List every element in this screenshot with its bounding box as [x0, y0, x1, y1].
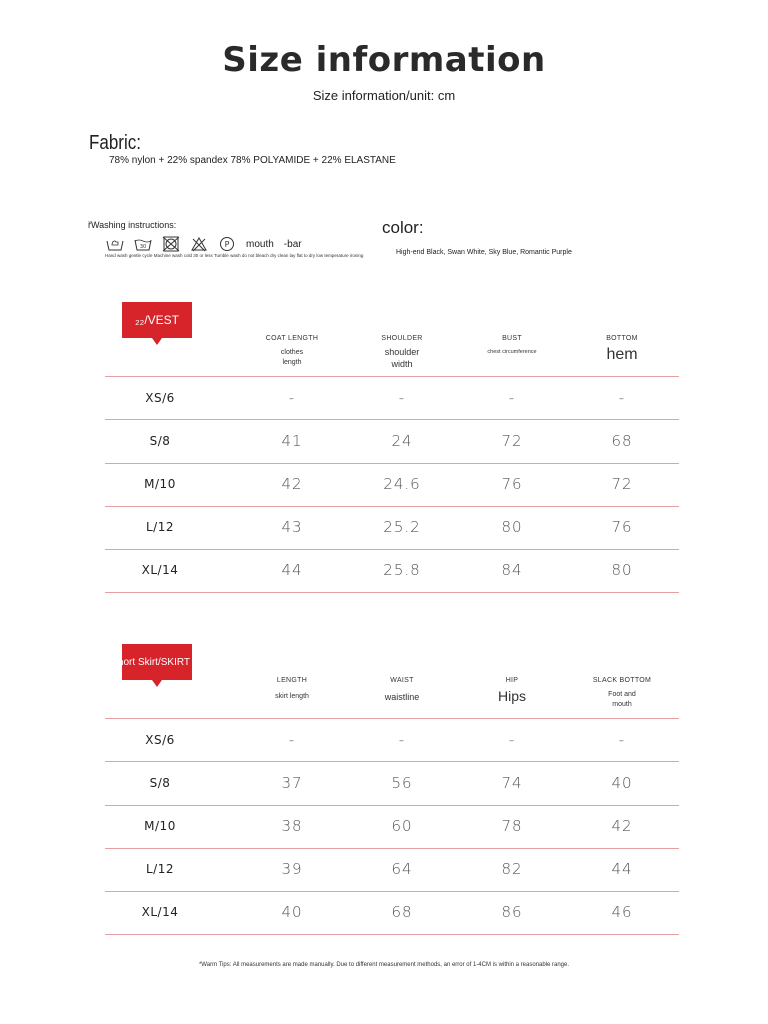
dry-clean-p-icon	[218, 236, 236, 252]
value-cell: 24.6	[383, 475, 421, 493]
value-cell: 44	[611, 860, 633, 878]
value-cell: -	[618, 731, 626, 749]
value-cell: 82	[501, 860, 523, 878]
washing-label: řWashing instructions:	[88, 220, 177, 230]
skirt-tag: Short Skirt/SKIRT	[122, 644, 192, 680]
svg-text:P: P	[224, 240, 230, 249]
size-cell: L/12	[146, 520, 174, 534]
value-cell: 80	[501, 518, 523, 536]
col-header: WAIST	[390, 677, 414, 684]
value-cell: 42	[281, 475, 303, 493]
vest-col-shoulder	[347, 335, 457, 370]
skirt-col-length	[237, 677, 347, 702]
value-cell: 72	[501, 432, 523, 450]
skirt-col-waist	[347, 677, 457, 702]
vest-col-coat-length	[237, 335, 347, 368]
size-cell: S/8	[149, 434, 171, 448]
col-subheader: Hips	[497, 688, 526, 704]
washing-extra-mouth: mouth	[246, 238, 274, 250]
col-header: SHOULDER	[381, 335, 423, 342]
value-cell: -	[618, 389, 626, 407]
table-row	[105, 549, 679, 592]
value-cell: 78	[501, 817, 523, 835]
value-cell: -	[398, 731, 406, 749]
washing-caption: Hand wash gentle cycle Machine wash cold 30 or less Tumble wash do not bleach dry clean lay flat to dry low temperature ironing	[105, 253, 364, 258]
table-row	[105, 848, 679, 891]
value-cell: -	[288, 731, 296, 749]
no-bleach-icon	[190, 236, 208, 252]
table-divider	[105, 592, 679, 593]
value-cell: 37	[281, 774, 303, 792]
value-cell: 74	[501, 774, 523, 792]
col-subheader: skirt length	[275, 693, 309, 700]
value-cell: 43	[281, 518, 303, 536]
col-subheader: hem	[606, 346, 638, 363]
value-cell: 40	[281, 903, 303, 921]
washing-icons	[106, 236, 302, 252]
value-cell: 38	[281, 817, 303, 835]
size-cell: S/8	[149, 776, 171, 790]
page-title: Size information	[222, 40, 546, 80]
value-cell: 72	[611, 475, 633, 493]
value-cell: -	[508, 389, 516, 407]
table-row	[105, 762, 679, 805]
value-cell: 25.8	[383, 561, 421, 579]
no-tumble-dry-icon	[162, 236, 180, 252]
value-cell: 39	[281, 860, 303, 878]
size-cell: M/10	[144, 477, 176, 491]
skirt-col-slack-bottom	[567, 677, 677, 710]
table-row	[105, 891, 679, 934]
col-header: HIP	[505, 677, 519, 684]
table-row	[105, 463, 679, 506]
color-label: color:	[382, 218, 424, 237]
col-subheader: chest circumference	[487, 349, 537, 355]
col-subheader: waistline	[384, 692, 420, 702]
size-cell: XS/6	[145, 391, 175, 405]
value-cell: 80	[611, 561, 633, 579]
table-row	[105, 420, 679, 463]
col-header: COAT LENGTH	[265, 335, 319, 342]
size-cell: L/12	[146, 862, 174, 876]
value-cell: 84	[501, 561, 523, 579]
col-subheader: shoulder width	[384, 347, 420, 369]
value-cell: 46	[611, 903, 633, 921]
value-cell: 42	[611, 817, 633, 835]
color-text: High-end Black, Swan White, Sky Blue, Romantic Purple	[396, 249, 572, 256]
col-subheader: clothes length	[280, 349, 304, 366]
page-subtitle: Size information/unit: cm	[312, 88, 456, 103]
value-cell: 76	[611, 518, 633, 536]
col-subheader: Foot and mouth	[608, 691, 636, 708]
value-cell: 68	[391, 903, 413, 921]
fabric-label: Fabric:	[89, 132, 141, 154]
value-cell: 24	[391, 432, 413, 450]
svg-text:30: 30	[139, 244, 147, 250]
col-header: BUST	[502, 335, 522, 342]
value-cell: 64	[391, 860, 413, 878]
size-cell: XL/14	[141, 563, 179, 577]
fabric-text: 78% nylon + 22% spandex 78% POLYAMIDE + 22% ELASTANE	[109, 155, 396, 166]
machine-wash-30-icon	[134, 236, 152, 252]
col-header: BOTTOM	[606, 335, 638, 342]
value-cell: -	[508, 731, 516, 749]
size-cell: XL/14	[141, 905, 179, 919]
value-cell: 44	[281, 561, 303, 579]
value-cell: 41	[281, 432, 303, 450]
vest-col-bust	[457, 335, 567, 357]
value-cell: 76	[501, 475, 523, 493]
warm-tips: *Warm Tips: All measurements are made manually. Due to different measurement methods, an error of 1-4CM is within a reasonable range.	[198, 962, 570, 968]
size-cell: M/10	[144, 819, 176, 833]
value-cell: 86	[501, 903, 523, 921]
skirt-col-hip	[457, 677, 567, 704]
value-cell: -	[288, 389, 296, 407]
table-divider	[105, 934, 679, 935]
table-row	[105, 805, 679, 848]
value-cell: 60	[391, 817, 413, 835]
hand-wash-icon	[106, 236, 124, 252]
value-cell: 40	[611, 774, 633, 792]
col-header: SLACK BOTTOM	[592, 677, 652, 684]
table-row	[105, 719, 679, 762]
value-cell: 25.2	[383, 518, 421, 536]
table-row	[105, 506, 679, 549]
vest-col-bottom	[567, 335, 677, 364]
washing-extra-bar: -bar	[283, 238, 302, 250]
col-header: LENGTH	[276, 677, 308, 684]
size-cell: XS/6	[145, 733, 175, 747]
vest-tag: ₂₂/VEST	[122, 302, 192, 338]
value-cell: 56	[391, 774, 413, 792]
value-cell: -	[398, 389, 406, 407]
value-cell: 68	[611, 432, 633, 450]
table-row	[105, 377, 679, 420]
